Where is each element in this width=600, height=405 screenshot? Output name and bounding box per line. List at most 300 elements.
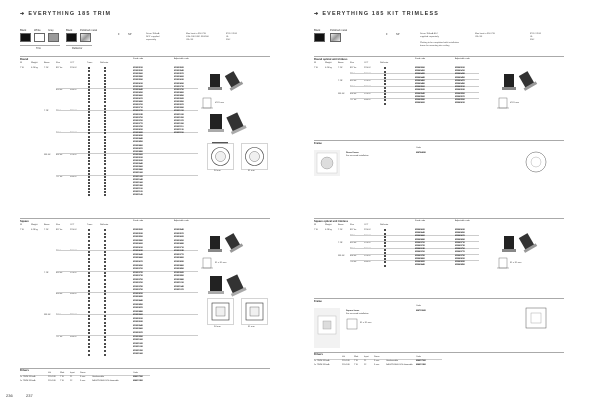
adjustable-code: M1020690 (174, 82, 184, 85)
reflector-marker (104, 92, 106, 94)
trans-marker (88, 182, 90, 184)
trans-marker (88, 157, 90, 159)
adjustable-code: M1021030 (174, 113, 184, 116)
reflector-marker (104, 254, 106, 256)
fixed-code: M1020610 (133, 82, 143, 85)
adjustable-code: M1020950 (174, 101, 184, 104)
adjustable-code: M1020600 (174, 76, 184, 79)
fixed-code: M1020530 (133, 70, 143, 73)
r-square-dim-label: 81 x 81 mm (510, 262, 522, 264)
fixed-code: M1021100 (133, 187, 143, 190)
r-drivers-col-dimm: Dimm (374, 356, 380, 358)
fixed-code: M1020820 (133, 296, 143, 299)
adjustable-code: M2069770 (455, 251, 465, 254)
fixed-code: M2069500 (415, 86, 425, 89)
reflector-marker (104, 293, 106, 295)
right-title-text: EVERYTHING 185 KIT TRIMLESS (322, 11, 440, 17)
reflector-marker (104, 142, 106, 144)
group-flux: 800 lm (350, 86, 357, 89)
spec-text-1: Max heat in 350 CW (475, 33, 495, 35)
r-square-col-flux: Flux (350, 224, 354, 226)
adjustable-code: M1020920 (174, 271, 184, 274)
reflector-marker (104, 167, 106, 169)
fixed-code: M1020580 (133, 239, 143, 242)
reflector-marker (104, 265, 106, 267)
reflector-marker (104, 307, 106, 309)
round-col-reflector: Reflector (100, 62, 109, 64)
driver-row-1-label: Unidimmable (92, 376, 105, 378)
extra-f: F (118, 33, 120, 36)
trans-marker (88, 176, 90, 178)
r-driver-row-2-input: 22 (364, 364, 367, 366)
adjustable-code: M1020980 (174, 278, 184, 281)
fixed-code: M2069680 (415, 238, 425, 241)
trans-marker (88, 80, 90, 82)
fixed-code: M2069520 (415, 89, 425, 92)
swatch-polished (330, 33, 341, 42)
reflector-marker (104, 117, 106, 119)
fixed-code: M2069420 (415, 73, 425, 76)
r-round-dim-label: Ø 81 mm (510, 102, 519, 104)
reflector-marker (384, 252, 386, 254)
fixed-code: M1021060 (133, 353, 143, 356)
adjustable-code: M1020540 (174, 70, 184, 73)
fixed-code: M2069720 (415, 245, 425, 247)
frame-round-rule (314, 140, 564, 141)
reflector-line (66, 45, 92, 46)
square-heading: Square (20, 220, 29, 223)
trans-marker (88, 163, 90, 165)
trans-marker (88, 167, 90, 169)
adjustable-code: M2069570 (455, 95, 465, 98)
round-lead-w: 7 W (20, 67, 24, 69)
fixed-code: M1020880 (133, 150, 143, 153)
adjustable-code: M2069690 (455, 238, 465, 241)
frame-square-small-drawing (346, 318, 358, 330)
driver-row-1-dimm: 3 mm (80, 376, 86, 378)
fixed-code: M1020670 (133, 260, 143, 263)
reflector-marker (104, 261, 106, 263)
fixed-code: M1020780 (133, 125, 143, 128)
reflector-marker (104, 354, 106, 356)
reflector-marker (104, 329, 106, 331)
option-trim: Trim (36, 47, 42, 50)
trans-marker (88, 290, 90, 292)
fixed-code: M1020750 (133, 116, 143, 119)
r-square-lead-w: 7 W (314, 229, 318, 231)
swatch-black-2 (66, 33, 77, 42)
trans-marker (88, 86, 90, 88)
reflector-marker (104, 170, 106, 172)
trans-marker (88, 136, 90, 138)
trans-marker (88, 111, 90, 113)
fixed-code: M1020600 (133, 243, 143, 246)
fixed-code: M1020660 (133, 257, 143, 260)
fixed-code: M1020940 (133, 163, 143, 166)
frame-round-heading: Frame (314, 142, 322, 145)
fixed-code: M1020710 (133, 107, 143, 110)
fixed-code: M1020550 (133, 236, 143, 239)
trans-marker (88, 322, 90, 324)
r-driver-row-1-input: 21 (364, 360, 367, 362)
frame-square-rule (314, 298, 564, 299)
reflector-marker (104, 336, 106, 338)
group-cct: 2700 K (364, 254, 371, 257)
adjustable-code: M1020890 (174, 268, 184, 271)
group-cct: 3000 K (364, 86, 371, 89)
reflector-marker (104, 343, 106, 345)
group-flux: 898 lm (350, 235, 357, 238)
round-col-cct: CCT (70, 62, 75, 64)
trim-line (20, 45, 60, 46)
adjustable-code: M1020710 (174, 246, 184, 249)
trans-marker (88, 194, 90, 196)
square-col-beam: Beam (44, 224, 50, 226)
round-col-weight: Weight (31, 62, 38, 64)
group-cct: 2700 K (70, 229, 77, 231)
fixed-code: M1020640 (133, 253, 143, 256)
group-flux: 850 lm (56, 88, 63, 91)
group-cct: 2700 K (70, 110, 77, 113)
r-driver-row-2-name: 1x 7W/M 350mA (314, 364, 330, 366)
fixed-code: M1020980 (133, 169, 143, 172)
r-drivers-col-input: Input (364, 356, 369, 358)
group-cct: 3000 K (70, 88, 77, 91)
reflector-marker (104, 290, 106, 292)
fixed-code: M1021060 (133, 181, 143, 184)
reflector-marker (384, 103, 386, 105)
fixed-code: M1020850 (133, 303, 143, 306)
swatch-polished (80, 33, 91, 42)
square-lead-weight: 0.28 kg (31, 229, 38, 231)
group-cct: 3000 K (364, 235, 371, 238)
group-cct: 2700 K (364, 241, 371, 244)
driver-text-1: Driver 350mA ELC (420, 33, 439, 35)
r-square-col-cct: CCT (364, 224, 369, 226)
trans-marker (88, 95, 90, 97)
r-round-top-rule (314, 56, 564, 57)
fixed-code: M2069580 (415, 99, 425, 101)
trans-marker (88, 311, 90, 313)
r-square-col-weight: Weight (325, 224, 332, 226)
fixed-code: M1020780 (133, 285, 143, 288)
group-cct: 3000 K (364, 248, 371, 251)
reflector-marker (104, 194, 106, 196)
reflector-marker (384, 255, 386, 257)
square-dim-a: 94 mm (214, 326, 221, 328)
extra-sp: SP (128, 33, 132, 36)
swatch-black (20, 33, 31, 42)
fixed-code: M1020680 (133, 101, 143, 104)
frame-round-drawing (522, 150, 562, 178)
adjustable-code: M1020650 (174, 239, 184, 242)
drivers-heading: Drivers (20, 369, 29, 372)
swatch-label-black: Black (314, 29, 321, 32)
trans-marker (88, 336, 90, 338)
square-col-trans: Trans (87, 224, 93, 226)
driver-row-2-label: DALI/PUSH/0-10V dimmable (92, 380, 119, 382)
page-number-left: 236 (6, 393, 13, 398)
fixed-code: M1020580 (133, 76, 143, 79)
fixed-code: M1020810 (133, 129, 143, 131)
adjustable-code: M2069430 (455, 73, 465, 76)
ip-text-3: 350° (226, 39, 231, 41)
r-round-lead-beam: 7 20° (338, 67, 343, 69)
r-drivers-col-watt: Watt (354, 356, 359, 358)
reflector-marker (104, 163, 106, 165)
adjustable-code: M2069610 (455, 102, 465, 105)
reflector-marker (384, 265, 386, 267)
reflector-marker (384, 74, 386, 76)
fixed-code: M1020900 (133, 153, 143, 156)
reflector-marker (104, 139, 106, 141)
square-dim-label: 81 x 81 mm (215, 262, 227, 264)
adjustable-code: M1021110 (174, 125, 184, 128)
driver-row-1-code: M4017990 (133, 376, 143, 378)
swatch-label-black-2: Black (66, 29, 73, 32)
adjustable-code: M1021130 (174, 129, 184, 131)
reflector-marker (104, 318, 106, 320)
fixed-code: M2069600 (415, 102, 425, 105)
left-title-text: EVERYTHING 185 TRIM (28, 11, 112, 17)
group-cct: 3000 K (364, 73, 371, 76)
adjustable-code: M1021040 (174, 285, 184, 288)
r-driver-row-1-watt: 7 W (354, 360, 358, 362)
trans-marker (88, 83, 90, 85)
group-flux: 727 lm (56, 175, 63, 178)
reflector-marker (104, 132, 106, 134)
group-flux: 827 lm (350, 67, 357, 69)
reflector-marker (104, 157, 106, 159)
group-beam: WF 40° (338, 254, 345, 257)
square-col-cct: CCT (70, 224, 75, 226)
trans-marker (88, 120, 90, 122)
reflector-marker (384, 239, 386, 241)
group-flux: 816 lm (350, 79, 357, 82)
group-beam: 7 28° (44, 271, 49, 274)
adjustable-code: M2069510 (455, 86, 465, 89)
trans-marker (88, 236, 90, 238)
driver-row-2-name: 1x 7W/M 350mA (20, 380, 36, 382)
trans-marker (88, 142, 90, 144)
fixed-code: M1020850 (133, 141, 143, 144)
square-col-reflector: Reflector (100, 224, 109, 226)
trans-marker (88, 279, 90, 281)
reflector-marker (384, 80, 386, 82)
ip-text-2: UL (530, 36, 533, 38)
square-frame-image (314, 308, 340, 348)
reflector-marker (104, 350, 106, 352)
ip-text-1: IP20 / IP44 (530, 33, 541, 35)
r-square-side-drawing (496, 256, 510, 272)
driver-row-2-vol: 220-240 (48, 380, 56, 382)
reflector-marker (104, 233, 106, 235)
arrow-icon: ➔ (20, 11, 26, 17)
fixed-code: M1020940 (133, 324, 143, 327)
group-flux: 886 lm (350, 73, 357, 76)
reflector-marker (384, 67, 386, 69)
r-driver-row-2-dimm: 3 mm (374, 364, 380, 366)
fixed-code: M1020610 (133, 246, 143, 249)
fixed-code: M1021020 (133, 342, 143, 345)
reflector-marker (384, 233, 386, 235)
reflector-marker (104, 339, 106, 341)
group-beam: WF 40° (44, 314, 51, 317)
trans-marker (88, 354, 90, 356)
fixed-code: M2069660 (415, 235, 425, 238)
reflector-marker (104, 154, 106, 156)
adjustable-code: M1021010 (174, 110, 184, 113)
frame-round-code: M4704830 (416, 152, 426, 154)
round-col-w: W (20, 62, 22, 64)
fixed-code: M1020720 (133, 271, 143, 274)
adjustable-code: M1020970 (174, 104, 184, 107)
trans-marker (88, 185, 90, 187)
trans-marker (88, 325, 90, 327)
driver-text-1: Driver 350mA (146, 33, 160, 35)
group-flux: 800 lm (56, 132, 63, 135)
group-cct: 3000 K (70, 292, 77, 295)
note-text-2: frame for mounting into ceiling (420, 45, 450, 47)
fixed-code: M1020930 (133, 321, 143, 324)
r-round-col-adjustable: Adjustable code (455, 58, 470, 60)
reflector-marker (104, 182, 106, 184)
swatch-gray (48, 33, 59, 42)
swatch-label-white: White (34, 29, 41, 32)
square-col-adjustable: Adjustable code (174, 220, 189, 222)
group-flux: 806 lm (350, 92, 357, 95)
trans-marker (88, 350, 90, 352)
r-round-lead-w: 7 W (314, 67, 318, 69)
trans-marker (88, 300, 90, 302)
adjustable-code: M1020800 (174, 91, 184, 94)
spec-text-2: LINs 180 DRO 350/500 (186, 36, 209, 38)
reflector-marker (104, 114, 106, 116)
group-cct: 2700 K (70, 153, 77, 156)
reflector-marker (104, 80, 106, 82)
r-driver-row-2-vol: 220-240 (342, 364, 350, 366)
trans-marker (88, 74, 90, 76)
round-heading: Round (20, 58, 29, 61)
trans-marker (88, 151, 90, 153)
trans-marker (88, 286, 90, 288)
reflector-marker (104, 160, 106, 162)
reflector-marker (104, 77, 106, 79)
frame-round-code-header: Code (416, 147, 421, 149)
adjustable-code: M2069630 (455, 229, 465, 231)
frame-square-code-header: Code (416, 305, 421, 307)
note-text-1: Plotting to be completed with installation (420, 42, 459, 44)
group-flux: 816 lm (56, 110, 63, 113)
adjustable-code: M2069490 (455, 83, 465, 85)
drivers-col-watt: Watt (60, 372, 65, 374)
r-square-col-fixed: Fixed code (415, 220, 426, 222)
group-beam: 7 28° (338, 79, 343, 82)
group-flux: 860 lm (56, 250, 63, 253)
trans-marker (88, 254, 90, 256)
trans-marker (88, 283, 90, 285)
reflector-marker (104, 311, 106, 313)
r-square-lead-weight: 0.28 kg (325, 229, 332, 231)
driver-text-2: NOT supplied (146, 36, 160, 38)
adjustable-code: M1020620 (174, 236, 184, 239)
r-driver-row-1-code: M4017000 (416, 360, 426, 362)
frame-round-label: Round frame (346, 152, 359, 154)
round-product-image (206, 64, 246, 96)
fixed-code: M1020840 (133, 300, 143, 302)
fixed-code: M1020770 (133, 122, 143, 125)
adjustable-code: M1020830 (174, 260, 184, 263)
r-square-col-adjustable: Adjustable code (455, 220, 470, 222)
group-cct: 3000 K (70, 175, 77, 178)
r-round-product-image (500, 64, 540, 96)
round-lead-weight: 0.26 kg (31, 67, 38, 69)
group-cct: 3000 K (364, 261, 371, 263)
group-flux: 806 lm (350, 254, 357, 257)
round-col-trans: Trans (87, 62, 93, 64)
trans-marker (88, 89, 90, 91)
reflector-marker (104, 105, 106, 107)
trans-marker (88, 258, 90, 260)
reflector-marker (384, 90, 386, 92)
group-flux: 827 lm (56, 229, 63, 231)
fixed-code: M1020930 (133, 160, 143, 162)
reflector-marker (104, 145, 106, 147)
fixed-code: M2069620 (415, 229, 425, 231)
extra-f: F (386, 33, 388, 36)
fixed-code: M2069800 (415, 257, 425, 260)
drivers-col-vol: Vol (48, 372, 51, 374)
driver-row-1-input: 21 (70, 376, 73, 378)
reflector-marker (104, 272, 106, 274)
group-cct: 2700 K (70, 314, 77, 317)
trans-marker (88, 92, 90, 94)
trans-marker (88, 339, 90, 341)
reflector-marker (104, 300, 106, 302)
r-round-heading: Round optical unit trimless (314, 58, 348, 61)
reflector-marker (104, 346, 106, 348)
fixed-code: M1020870 (133, 147, 143, 150)
adjustable-code: M1020630 (174, 79, 184, 82)
adjustable-code: M2069590 (455, 99, 465, 101)
trans-marker (88, 293, 90, 295)
r-drivers-col-vol: Vol (342, 356, 345, 358)
reflector-marker (104, 286, 106, 288)
reflector-marker (104, 120, 106, 122)
group-flux: 727 lm (350, 99, 357, 101)
adjustable-code: M1021070 (174, 289, 184, 292)
fixed-code: M2069540 (415, 92, 425, 95)
reflector-marker (104, 95, 106, 97)
square-col-flux: Flux (56, 224, 60, 226)
adjustable-code: M2069450 (455, 76, 465, 79)
reflector-marker (384, 93, 386, 95)
r-round-col-weight: Weight (325, 62, 332, 64)
fixed-code: M2069700 (415, 241, 425, 244)
trans-marker (88, 307, 90, 309)
r-round-lead-weight: 0.26 kg (325, 67, 332, 69)
adjustable-code: M1020540 (174, 229, 184, 231)
fixed-code: M1020990 (133, 335, 143, 338)
drivers-top-rule (20, 368, 270, 369)
trans-marker (88, 304, 90, 306)
fixed-code: M1020620 (133, 85, 143, 88)
adjustable-code: M1020920 (174, 98, 184, 100)
fixed-code: M1021050 (133, 349, 143, 352)
fixed-code: M2069400 (415, 70, 425, 73)
fixed-code: M1020830 (133, 135, 143, 138)
arrow-icon: ➔ (314, 11, 320, 17)
